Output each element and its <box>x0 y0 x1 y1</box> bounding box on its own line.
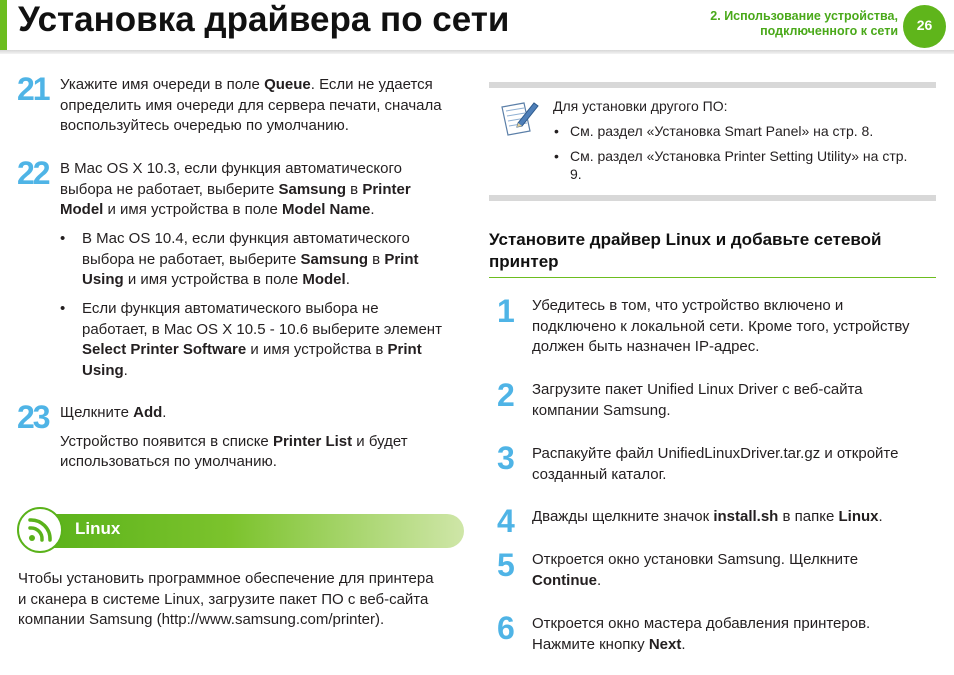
linux-section-title: Linux <box>75 519 121 538</box>
wifi-signal-icon <box>17 507 63 553</box>
step-number-6: 6 <box>497 610 513 646</box>
step-number-5: 5 <box>497 547 513 583</box>
step-number-4: 4 <box>497 503 513 539</box>
step-number-2: 2 <box>497 377 513 413</box>
page-title: Установка драйвера по сети <box>18 0 510 39</box>
list-item: • В Mac OS 10.4, если функция автоматического выбора не работает, выберите Samsung в Print Using и имя устройства в поле Model. <box>60 230 419 288</box>
page-number-badge: 26 <box>903 5 946 48</box>
step-21-text: Укажите имя очереди в поле Queue. Если не удается определить имя очереди для сервера печати, сначала воспользуйтесь очередью по умолчанию. <box>60 76 442 134</box>
step-number-1: 1 <box>497 293 513 329</box>
chapter-label[interactable] <box>710 9 898 39</box>
step-1-text: Убедитесь в том, что устройство включено и подключено к локальной сети. Кроме того, устройству должен быть назначен IP-адрес. <box>532 297 910 355</box>
chapter-line-2: подключенного к сети <box>760 24 898 38</box>
step-22-text: В Mac OS X 10.3, если функция автоматического выбора не работает, выберите Samsung в Printer Model и имя устройства в поле Model Name. <box>60 160 411 218</box>
step-number-23: 23 <box>17 399 49 435</box>
step-number-22: 22 <box>17 155 49 191</box>
step-number-3: 3 <box>497 440 513 476</box>
step-number-21: 21 <box>17 71 49 107</box>
step-4-text: Дважды щелкните значок install.sh в папке Linux. <box>532 508 883 525</box>
step-2-text: Загрузите пакет Unified Linux Driver с веб-сайта компании Samsung. <box>532 381 863 419</box>
note-pencil-icon <box>498 97 540 137</box>
list-item: • См. раздел «Установка Smart Panel» на стр. 8. <box>554 123 874 139</box>
step-23-text: Щелкните Add. Устройство появится в списке Printer List и будет использоваться по умолчанию. <box>60 404 408 470</box>
section-heading: Установите драйвер Linux и добавьте сетевой принтер <box>489 230 882 271</box>
step-3-text: Распакуйте файл UnifiedLinuxDriver.tar.gz и откройте созданный каталог. <box>532 445 899 483</box>
linux-intro-text: Чтобы установить программное обеспечение для принтера и сканера в системе Linux, загрузите пакет ПО с веб-сайта компании Samsung (http://www.samsung.com/printer). <box>18 570 434 628</box>
step-6-text: Откроется окно мастера добавления принтеров. Нажмите кнопку Next. <box>532 615 871 653</box>
header-divider <box>0 50 954 54</box>
section-divider <box>489 277 936 278</box>
list-item: • Если функция автоматического выбора не работает, в Mac OS X 10.5 - 10.6 выберите элемент Select Printer Software и имя устройства в Print Using. <box>60 300 442 379</box>
chapter-line-1: 2. Использование устройства, <box>710 9 898 23</box>
list-item: • См. раздел «Установка Printer Setting Utility» на стр. 9. <box>554 148 908 182</box>
step-5-text: Откроется окно установки Samsung. Щелкните Continue. <box>532 551 859 589</box>
header-accent-bar <box>0 0 7 50</box>
note-intro: Для установки другого ПО: <box>553 98 728 114</box>
